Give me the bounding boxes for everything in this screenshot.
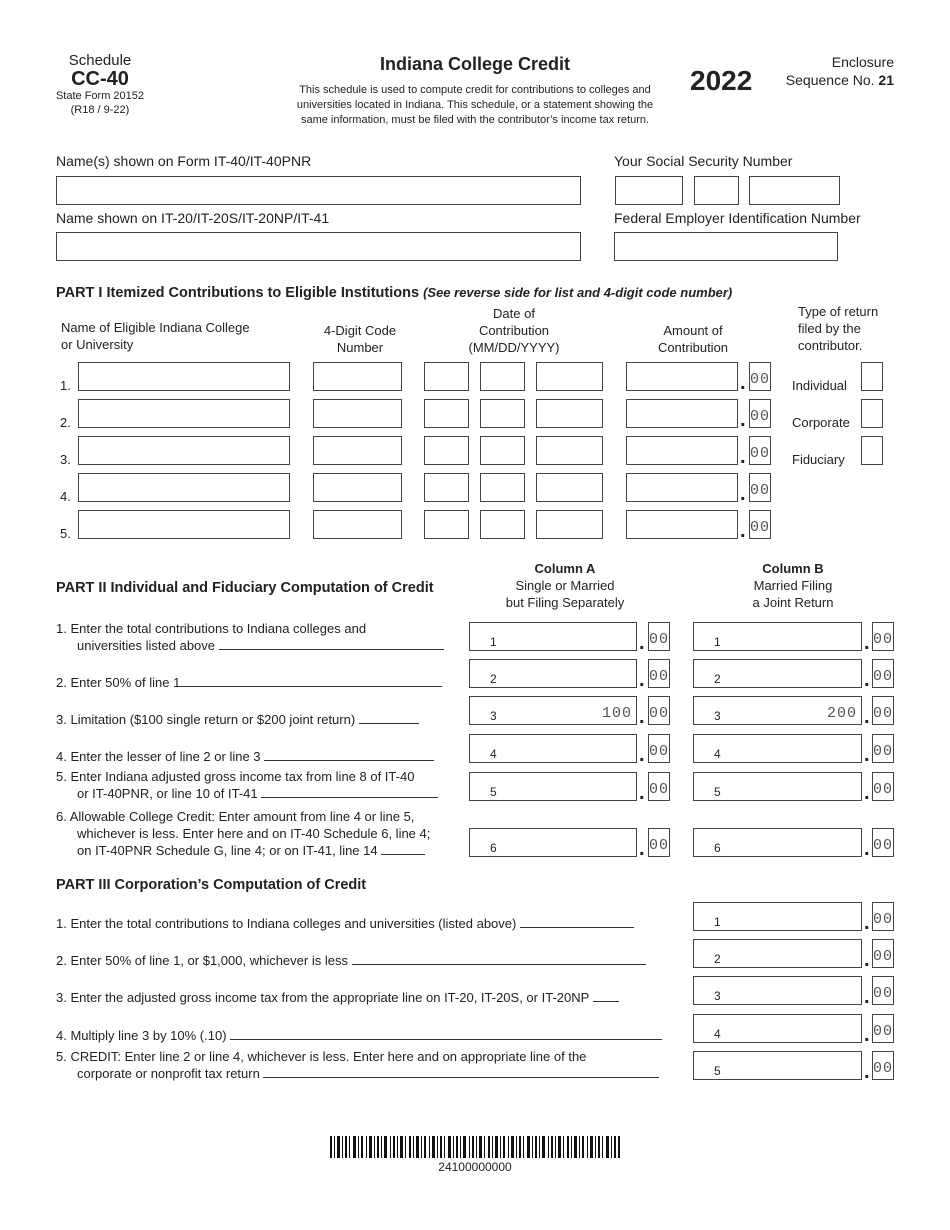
line-text: on IT-40PNR Schedule G, line 4; or on IT-41, line 14: [77, 843, 378, 858]
cents-box: [872, 828, 894, 857]
decimal-point: .: [864, 1061, 870, 1083]
column-a-header: [490, 560, 640, 611]
part3-line-3-field[interactable]: [693, 976, 862, 1005]
line-number: 5.: [56, 1049, 67, 1064]
code-field[interactable]: [313, 399, 402, 428]
code-field[interactable]: [313, 473, 402, 502]
enclosure-label: Enclosure: [831, 54, 894, 70]
date-month-field[interactable]: [424, 436, 469, 465]
box-number: 3: [714, 989, 721, 1003]
cents-value: 00: [873, 948, 894, 965]
cents-box: [648, 734, 670, 763]
col-type-header-line: contributor.: [798, 338, 863, 353]
title-block: [280, 53, 670, 128]
cents-box: [872, 659, 894, 688]
column-b-header: [718, 560, 868, 611]
state-form-number: State Form 20152: [55, 90, 145, 102]
decimal-point: .: [864, 912, 870, 934]
ssn-field-part3[interactable]: [749, 176, 840, 205]
part2-title: PART II Individual and Fiduciary Computation of Credit: [56, 580, 434, 596]
date-day-field[interactable]: [480, 436, 525, 465]
leader-line: [180, 686, 442, 687]
date-day-field[interactable]: [480, 510, 525, 539]
amount-field[interactable]: [626, 362, 738, 391]
cents-value: 00: [649, 743, 670, 760]
col-amount-header-line: Contribution: [657, 340, 729, 355]
cents-value: 00: [750, 445, 771, 462]
cents-box: [648, 772, 670, 801]
schedule-code: CC-40: [71, 68, 129, 90]
return-type-fiduciary-checkbox[interactable]: [861, 436, 883, 465]
column-b-line: a Joint Return: [752, 595, 834, 610]
row-number: 5.: [60, 526, 71, 541]
decimal-point: .: [639, 632, 645, 654]
institution-name-field[interactable]: [78, 473, 290, 502]
row-number: 1.: [60, 378, 71, 393]
return-type-fiduciary-label: Fiduciary: [792, 452, 845, 467]
decimal-point: .: [864, 838, 870, 860]
leader-line: [352, 964, 646, 965]
line-number: 4.: [56, 1028, 67, 1043]
part2-line-5-text: [56, 768, 438, 802]
col-date-header: [450, 305, 578, 356]
date-month-field[interactable]: [424, 473, 469, 502]
decimal-point: .: [639, 782, 645, 804]
cents-box: [749, 510, 771, 539]
col-name-header: [61, 319, 250, 353]
decimal-point: .: [639, 669, 645, 691]
cents-box: [872, 622, 894, 651]
form-revision: (R18 / 9-22): [70, 104, 130, 116]
cents-box: [749, 399, 771, 428]
col-code-header: [305, 322, 415, 356]
return-type-individual-checkbox[interactable]: [861, 362, 883, 391]
institution-name-field[interactable]: [78, 399, 290, 428]
date-day-field[interactable]: [480, 362, 525, 391]
box-number: 6: [714, 841, 721, 855]
description-line: universities located in Indiana. This schedule, or a statement showing the: [296, 99, 654, 111]
ssn-field-part2[interactable]: [694, 176, 739, 205]
part3-line-1-text: [56, 915, 634, 932]
decimal-point: .: [639, 838, 645, 860]
line-number: 2.: [56, 675, 67, 690]
form-title: Indiana College Credit: [379, 54, 571, 74]
row-number: 2.: [60, 415, 71, 430]
col-code-header-line: 4-Digit Code: [323, 323, 397, 338]
line-text: Allowable College Credit: Enter amount from line 4 or line 5,: [69, 809, 415, 824]
leader-line: [381, 854, 425, 855]
cents-box: [749, 436, 771, 465]
line-number: 1.: [56, 916, 67, 931]
box-number: 2: [490, 672, 497, 686]
cents-value: 00: [873, 911, 894, 928]
box-number: 4: [490, 747, 497, 761]
decimal-point: .: [864, 706, 870, 728]
part3-line-2-text: [56, 952, 646, 969]
date-year-field[interactable]: [536, 436, 603, 465]
leader-line: [261, 797, 438, 798]
cents-box: [648, 659, 670, 688]
box-number: 3: [490, 709, 497, 723]
line-text: Enter the adjusted gross income tax from the appropriate line on IT-20, IT-20S, or IT-20NP: [70, 990, 590, 1005]
code-field[interactable]: [313, 436, 402, 465]
part3-line-5-text: [56, 1048, 659, 1082]
cents-box: [749, 473, 771, 502]
line-text: CREDIT: Enter line 2 or line 4, whichever is less. Enter here and on appropriate line of the: [70, 1049, 587, 1064]
cents-value: 00: [873, 837, 894, 854]
line-number: 1.: [56, 621, 67, 636]
line-text: Enter the total contributions to Indiana colleges and universities (listed above): [70, 916, 517, 931]
part3-line-3-text: [56, 989, 619, 1006]
leader-line: [230, 1039, 662, 1040]
return-type-corporate-label: Corporate: [792, 415, 850, 430]
cents-value: 00: [750, 371, 771, 388]
col-a-line-3-field[interactable]: [469, 696, 637, 725]
line-text: Enter Indiana adjusted gross income tax from line 8 of IT-40: [70, 769, 415, 784]
cents-box: [872, 772, 894, 801]
line-number: 3.: [56, 990, 67, 1005]
col-b-line-2-field[interactable]: [693, 659, 862, 688]
col-date-header-line: Contribution: [478, 323, 550, 338]
cents-box: [648, 696, 670, 725]
part1-title: [56, 285, 732, 301]
decimal-point: .: [864, 1024, 870, 1046]
box-number: 2: [714, 672, 721, 686]
part2-line-3-text: [56, 711, 419, 728]
col-type-header: [798, 303, 878, 354]
line-text: Limitation ($100 single return or $200 joint return): [70, 712, 356, 727]
description-line: This schedule is used to compute credit for contributions to colleges and: [299, 84, 651, 96]
amount-field[interactable]: [626, 510, 738, 539]
code-field[interactable]: [313, 362, 402, 391]
decimal-point: .: [740, 409, 746, 431]
sequence-label: Sequence No.: [785, 72, 875, 88]
col-b-line-5-field[interactable]: [693, 772, 862, 801]
sequence-line: [786, 71, 894, 89]
row-number: 4.: [60, 489, 71, 504]
col-b-line-3-field[interactable]: [693, 696, 862, 725]
decimal-point: .: [740, 483, 746, 505]
schedule-block: [50, 53, 150, 117]
col-b-line-6-field[interactable]: [693, 828, 862, 857]
cents-box: [749, 362, 771, 391]
date-year-field[interactable]: [536, 362, 603, 391]
institution-name-field[interactable]: [78, 362, 290, 391]
cents-value: 00: [873, 985, 894, 1002]
col-b-line-4-field[interactable]: [693, 734, 862, 763]
decimal-point: .: [740, 372, 746, 394]
cents-box: [872, 976, 894, 1005]
amount-field[interactable]: [626, 473, 738, 502]
line-number: 6.: [56, 809, 67, 824]
cents-value: 00: [873, 668, 894, 685]
corp-name-field[interactable]: [56, 232, 581, 261]
corp-name-label: Name shown on IT-20/IT-20S/IT-20NP/IT-41: [56, 210, 330, 226]
date-month-field[interactable]: [424, 510, 469, 539]
col-type-header-line: filed by the: [798, 321, 861, 336]
leader-line: [264, 760, 434, 761]
col-b-line-1-field[interactable]: [693, 622, 862, 651]
cents-box: [872, 1014, 894, 1043]
column-a-line: but Filing Separately: [505, 595, 625, 610]
box-number: 1: [714, 915, 721, 929]
part3-line-4-text: [56, 1027, 662, 1044]
part3-line-1-field[interactable]: [693, 902, 862, 931]
box-number: 4: [714, 1027, 721, 1041]
cents-value: 00: [750, 408, 771, 425]
part3-line-5-field[interactable]: [693, 1051, 862, 1080]
line-number: 2.: [56, 953, 67, 968]
box-number: 1: [714, 635, 721, 649]
line-text: corporate or nonprofit tax return: [77, 1066, 260, 1081]
column-a-line: Single or Married: [515, 578, 615, 593]
return-type-individual-label: Individual: [792, 378, 847, 393]
cents-box: [872, 939, 894, 968]
cents-value: 00: [649, 705, 670, 722]
line-number: 4.: [56, 749, 67, 764]
part2-line-1-text: [56, 620, 444, 654]
cents-box: [872, 734, 894, 763]
cents-value: 00: [873, 631, 894, 648]
cents-value: 00: [649, 837, 670, 854]
schedule-word: Schedule: [68, 52, 132, 69]
part1-title-text: PART I Itemized Contributions to Eligible Institutions: [56, 285, 420, 301]
part3-line-4-field[interactable]: [693, 1014, 862, 1043]
fein-field[interactable]: [614, 232, 838, 261]
cents-value: 00: [873, 1023, 894, 1040]
box-number: 1: [490, 635, 497, 649]
cents-box: [872, 902, 894, 931]
decimal-point: .: [864, 986, 870, 1008]
leader-line: [593, 1001, 619, 1002]
col-name-header-line: or University: [61, 337, 134, 352]
col-date-header-line: (MM/DD/YYYY): [468, 340, 560, 355]
column-a-title: Column A: [534, 561, 596, 576]
part3-title: PART III Corporation’s Computation of Credit: [56, 877, 367, 893]
date-year-field[interactable]: [536, 510, 603, 539]
col-type-header-line: Type of return: [798, 304, 879, 319]
line-text: Enter the total contributions to Indiana colleges and: [70, 621, 367, 636]
cents-value: 00: [873, 781, 894, 798]
amount-field[interactable]: [626, 399, 738, 428]
cents-box: [872, 1051, 894, 1080]
box-number: 4: [714, 747, 721, 761]
cents-value: 00: [873, 705, 894, 722]
barcode-number: 24100000000: [438, 1160, 512, 1174]
date-day-field[interactable]: [480, 473, 525, 502]
tax-year: 2022: [690, 65, 753, 96]
box-number: 5: [714, 785, 721, 799]
line-text: whichever is less. Enter here and on IT-40 Schedule 6, line 4;: [77, 826, 431, 841]
enclosure-block: [786, 53, 894, 89]
part3-line-2-field[interactable]: [693, 939, 862, 968]
leader-line: [520, 927, 634, 928]
leader-line: [263, 1077, 659, 1078]
col-a-line-4-field[interactable]: [469, 734, 637, 763]
line-text: or IT-40PNR, or line 10 of IT-41: [77, 786, 258, 801]
col-a-line-1-field[interactable]: [469, 622, 637, 651]
institution-name-field[interactable]: [78, 510, 290, 539]
col-date-header-line: Date of: [493, 306, 535, 321]
date-year-field[interactable]: [536, 399, 603, 428]
box-number: 2: [714, 952, 721, 966]
fein-label: Federal Employer Identification Number: [614, 210, 861, 226]
column-b-title: Column B: [762, 561, 824, 576]
date-year-field[interactable]: [536, 473, 603, 502]
decimal-point: .: [864, 744, 870, 766]
limitation-joint-value: 200: [826, 705, 857, 722]
box-number: 5: [714, 1064, 721, 1078]
ssn-label: Your Social Security Number: [614, 153, 793, 169]
col-a-line-2-field[interactable]: [469, 659, 637, 688]
decimal-point: .: [864, 782, 870, 804]
row-number: 3.: [60, 452, 71, 467]
decimal-point: .: [864, 632, 870, 654]
decimal-point: .: [740, 446, 746, 468]
date-day-field[interactable]: [480, 399, 525, 428]
cents-value: 00: [873, 743, 894, 760]
cents-value: 00: [649, 668, 670, 685]
date-month-field[interactable]: [424, 362, 469, 391]
decimal-point: .: [639, 706, 645, 728]
form-description: [280, 83, 670, 128]
leader-line: [359, 723, 419, 724]
cents-value: 00: [873, 1060, 894, 1077]
line-number: 3.: [56, 712, 67, 727]
cents-box: [872, 696, 894, 725]
line-text: universities listed above: [77, 638, 216, 653]
line-number: 5.: [56, 769, 67, 784]
part2-line-6-text: [56, 808, 430, 859]
cents-box: [648, 828, 670, 857]
description-line: same information, must be filed with the contributor’s income tax return.: [300, 114, 650, 126]
decimal-point: .: [740, 520, 746, 542]
col-a-line-6-field[interactable]: [469, 828, 637, 857]
amount-field[interactable]: [626, 436, 738, 465]
decimal-point: .: [639, 744, 645, 766]
decimal-point: .: [864, 949, 870, 971]
part1-note: (See reverse side for list and 4-digit code number): [423, 285, 733, 300]
date-month-field[interactable]: [424, 399, 469, 428]
line-text: Enter 50% of line 1, or $1,000, whichever is less: [70, 953, 348, 968]
names-label: Name(s) shown on Form IT-40/IT-40PNR: [56, 153, 312, 169]
cents-value: 00: [750, 482, 771, 499]
limitation-single-value: 100: [601, 705, 632, 722]
ssn-field-part1[interactable]: [615, 176, 683, 205]
return-type-corporate-checkbox[interactable]: [861, 399, 883, 428]
sequence-number: 21: [878, 72, 894, 88]
cents-value: 00: [649, 631, 670, 648]
part2-line-2-text: [56, 674, 442, 691]
line-text: Multiply line 3 by 10% (.10): [70, 1028, 227, 1043]
col-amount-header: [630, 322, 756, 356]
names-field[interactable]: [56, 176, 581, 205]
column-b-line: Married Filing: [753, 578, 833, 593]
code-field[interactable]: [313, 510, 402, 539]
box-number: 3: [714, 709, 721, 723]
col-a-line-5-field[interactable]: [469, 772, 637, 801]
cents-box: [648, 622, 670, 651]
line-text: Enter 50% of line 1: [70, 675, 181, 690]
part2-line-4-text: [56, 748, 434, 765]
col-amount-header-line: Amount of: [663, 323, 723, 338]
institution-name-field[interactable]: [78, 436, 290, 465]
col-code-header-line: Number: [336, 340, 384, 355]
box-number: 5: [490, 785, 497, 799]
barcode: [330, 1136, 620, 1158]
box-number: 6: [490, 841, 497, 855]
cents-value: 00: [750, 519, 771, 536]
line-text: Enter the lesser of line 2 or line 3: [70, 749, 261, 764]
decimal-point: .: [864, 669, 870, 691]
col-name-header-line: Name of Eligible Indiana College: [61, 320, 250, 335]
leader-line: [219, 649, 444, 650]
cents-value: 00: [649, 781, 670, 798]
